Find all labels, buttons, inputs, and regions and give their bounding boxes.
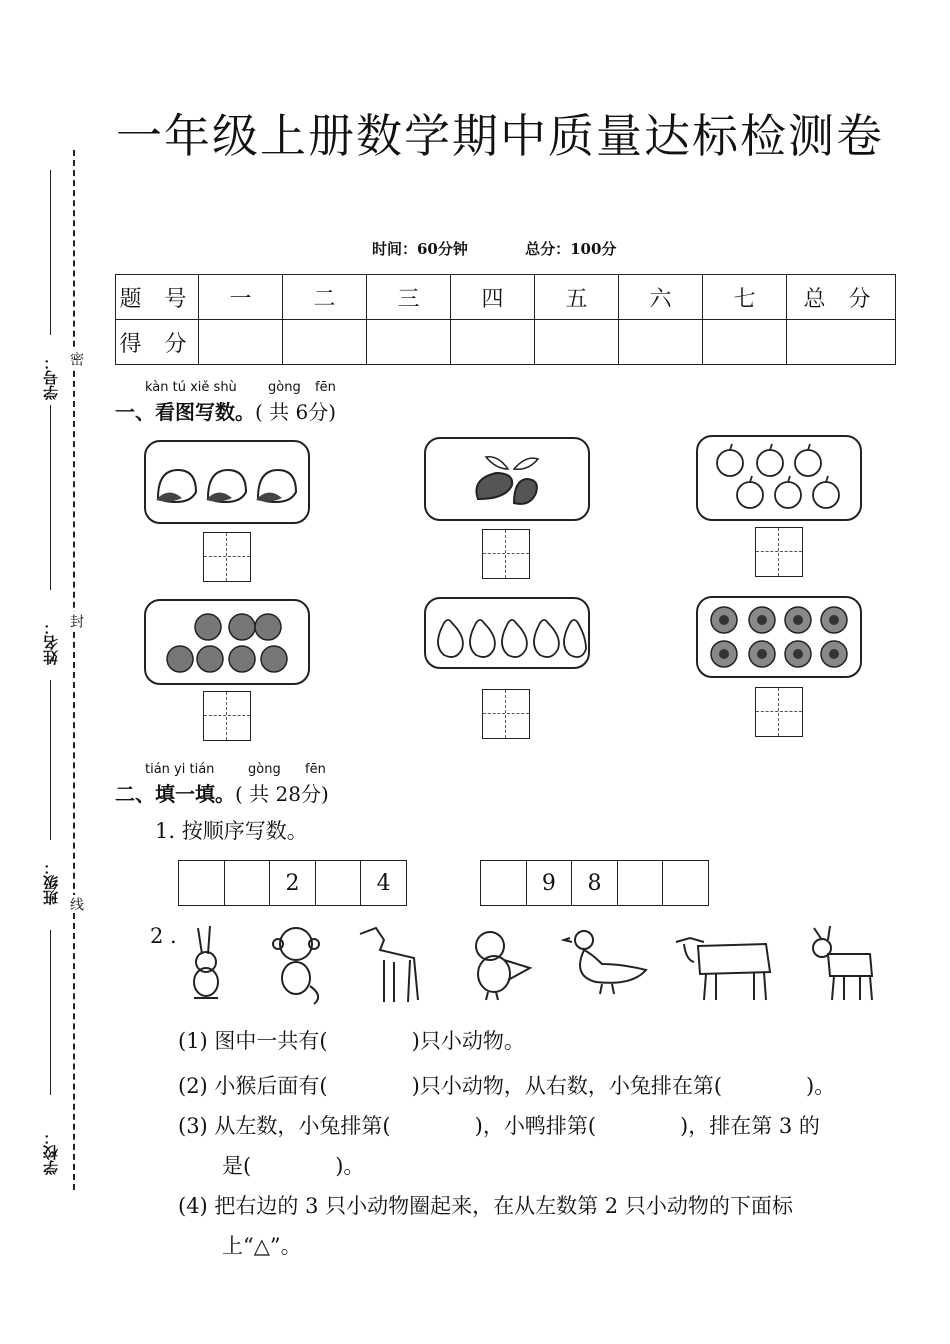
pinyin-1a: kàn tú xiě shù (145, 380, 237, 395)
peach-icon (146, 442, 308, 522)
goat-icon (813, 926, 872, 1000)
sequence-cell[interactable] (663, 861, 708, 905)
sequence-1 (178, 860, 407, 906)
pinyin-2a: tián yi tián (145, 762, 215, 777)
sequence-cell[interactable] (316, 861, 362, 905)
horse-icon (360, 928, 418, 1002)
score-cell[interactable] (619, 320, 703, 365)
binding-dashed-line (73, 150, 75, 1190)
label-xuehao: 学号： (42, 355, 60, 400)
label-banji: 班级： (42, 860, 60, 905)
banji-line (50, 930, 51, 1095)
pear-icon (426, 599, 588, 667)
answer-grid[interactable] (482, 689, 530, 739)
table-cell: 总 分 (787, 275, 896, 320)
score-cell[interactable] (283, 320, 367, 365)
score-cell[interactable] (787, 320, 896, 365)
table-row-header (116, 275, 896, 320)
answer-grid[interactable] (482, 529, 530, 579)
table-cell: 一 (199, 275, 283, 320)
sequence-cell[interactable] (481, 861, 527, 905)
sequence-cell[interactable] (618, 861, 664, 905)
apple-icon (698, 437, 860, 519)
time-limit: 时间：60分钟 (372, 240, 468, 258)
answer-grid[interactable] (755, 527, 803, 577)
section1-heading (115, 396, 336, 425)
sequence-cell[interactable]: 2 (270, 861, 316, 905)
q2-label: 2 . (150, 924, 177, 948)
picture-apples (696, 435, 862, 521)
score-cell[interactable] (451, 320, 535, 365)
sequence-cell[interactable]: 8 (572, 861, 618, 905)
section2-title: 二、填一填。 (115, 782, 235, 806)
section2-score: ( 共 28分) (235, 782, 329, 806)
sub-question-4-cont: 上“△”。 (222, 1234, 302, 1258)
picture-pears (424, 597, 590, 669)
q1-prompt: 1. 按顺序写数。 (155, 819, 308, 843)
pinyin-2c: fēn (305, 762, 326, 777)
sequence-cell[interactable] (179, 861, 225, 905)
table-cell: 四 (451, 275, 535, 320)
pinyin-1b: gòng (268, 380, 301, 395)
page-title: 一年级上册数学期中质量达标检测卷 (116, 109, 884, 163)
xingming-line-top (50, 405, 51, 590)
section2-heading (115, 778, 329, 807)
sub-question-3-cont: 是( )。 (222, 1154, 365, 1178)
label-xuexiao: 学校： (42, 1130, 60, 1175)
table-cell: 二 (283, 275, 367, 320)
table-row-score (116, 320, 896, 365)
monkey-icon (273, 928, 319, 1004)
section1-score: ( 共 6分) (255, 400, 337, 424)
xuehao-line (50, 170, 51, 335)
cow-icon (676, 938, 770, 1000)
score-cell[interactable] (199, 320, 283, 365)
pinyin-1c: fēn (315, 380, 336, 395)
table-cell: 三 (367, 275, 451, 320)
section1-title: 一、看图写数。 (115, 400, 255, 424)
seal-xian: 线 (68, 897, 84, 911)
orange-icon (146, 601, 308, 683)
xingming-line (50, 680, 51, 840)
label-xingming: 姓名： (42, 620, 60, 665)
score-cell[interactable] (367, 320, 451, 365)
seal-mi: 密 (68, 352, 84, 366)
total-score: 总分：100分 (525, 240, 617, 258)
animals-row (170, 920, 890, 1010)
answer-grid[interactable] (203, 532, 251, 582)
picture-oranges (144, 599, 310, 685)
sequence-2 (480, 860, 709, 906)
table-cell: 得 分 (116, 320, 199, 365)
bird-icon (476, 932, 530, 1000)
answer-grid[interactable] (755, 687, 803, 737)
exam-meta (372, 238, 668, 259)
table-cell: 六 (619, 275, 703, 320)
sub-question-1: (1) 图中一共有( )只小动物。 (178, 1029, 525, 1053)
score-cell[interactable] (535, 320, 619, 365)
sequence-cell[interactable]: 4 (376, 870, 391, 896)
table-cell: 题 号 (116, 275, 199, 320)
picture-mangoes (424, 437, 590, 521)
table-cell: 五 (535, 275, 619, 320)
sub-question-2: (2) 小猴后面有( )只小动物，从右数，小兔排在第( )。 (178, 1074, 836, 1098)
answer-grid[interactable] (203, 691, 251, 741)
mango-icon (426, 439, 588, 519)
picture-flowers (696, 596, 862, 678)
table-cell: 七 (703, 275, 787, 320)
score-table (115, 274, 896, 365)
score-cell[interactable] (703, 320, 787, 365)
sequence-cell[interactable] (225, 861, 271, 905)
pinyin-2b: gòng (248, 762, 281, 777)
picture-peaches (144, 440, 310, 524)
rabbit-icon (194, 926, 218, 998)
sub-question-4: (4) 把右边的 3 只小动物圈起来，在从左数第 2 只小动物的下面标 (178, 1194, 793, 1218)
duck-icon (564, 931, 646, 994)
flower-icon (698, 598, 860, 676)
sequence-cell[interactable]: 9 (527, 861, 573, 905)
seal-feng: 封 (68, 614, 84, 628)
sub-question-3: (3) 从左数，小兔排第( )，小鸭排第( )，排在第 3 的 (178, 1114, 820, 1138)
